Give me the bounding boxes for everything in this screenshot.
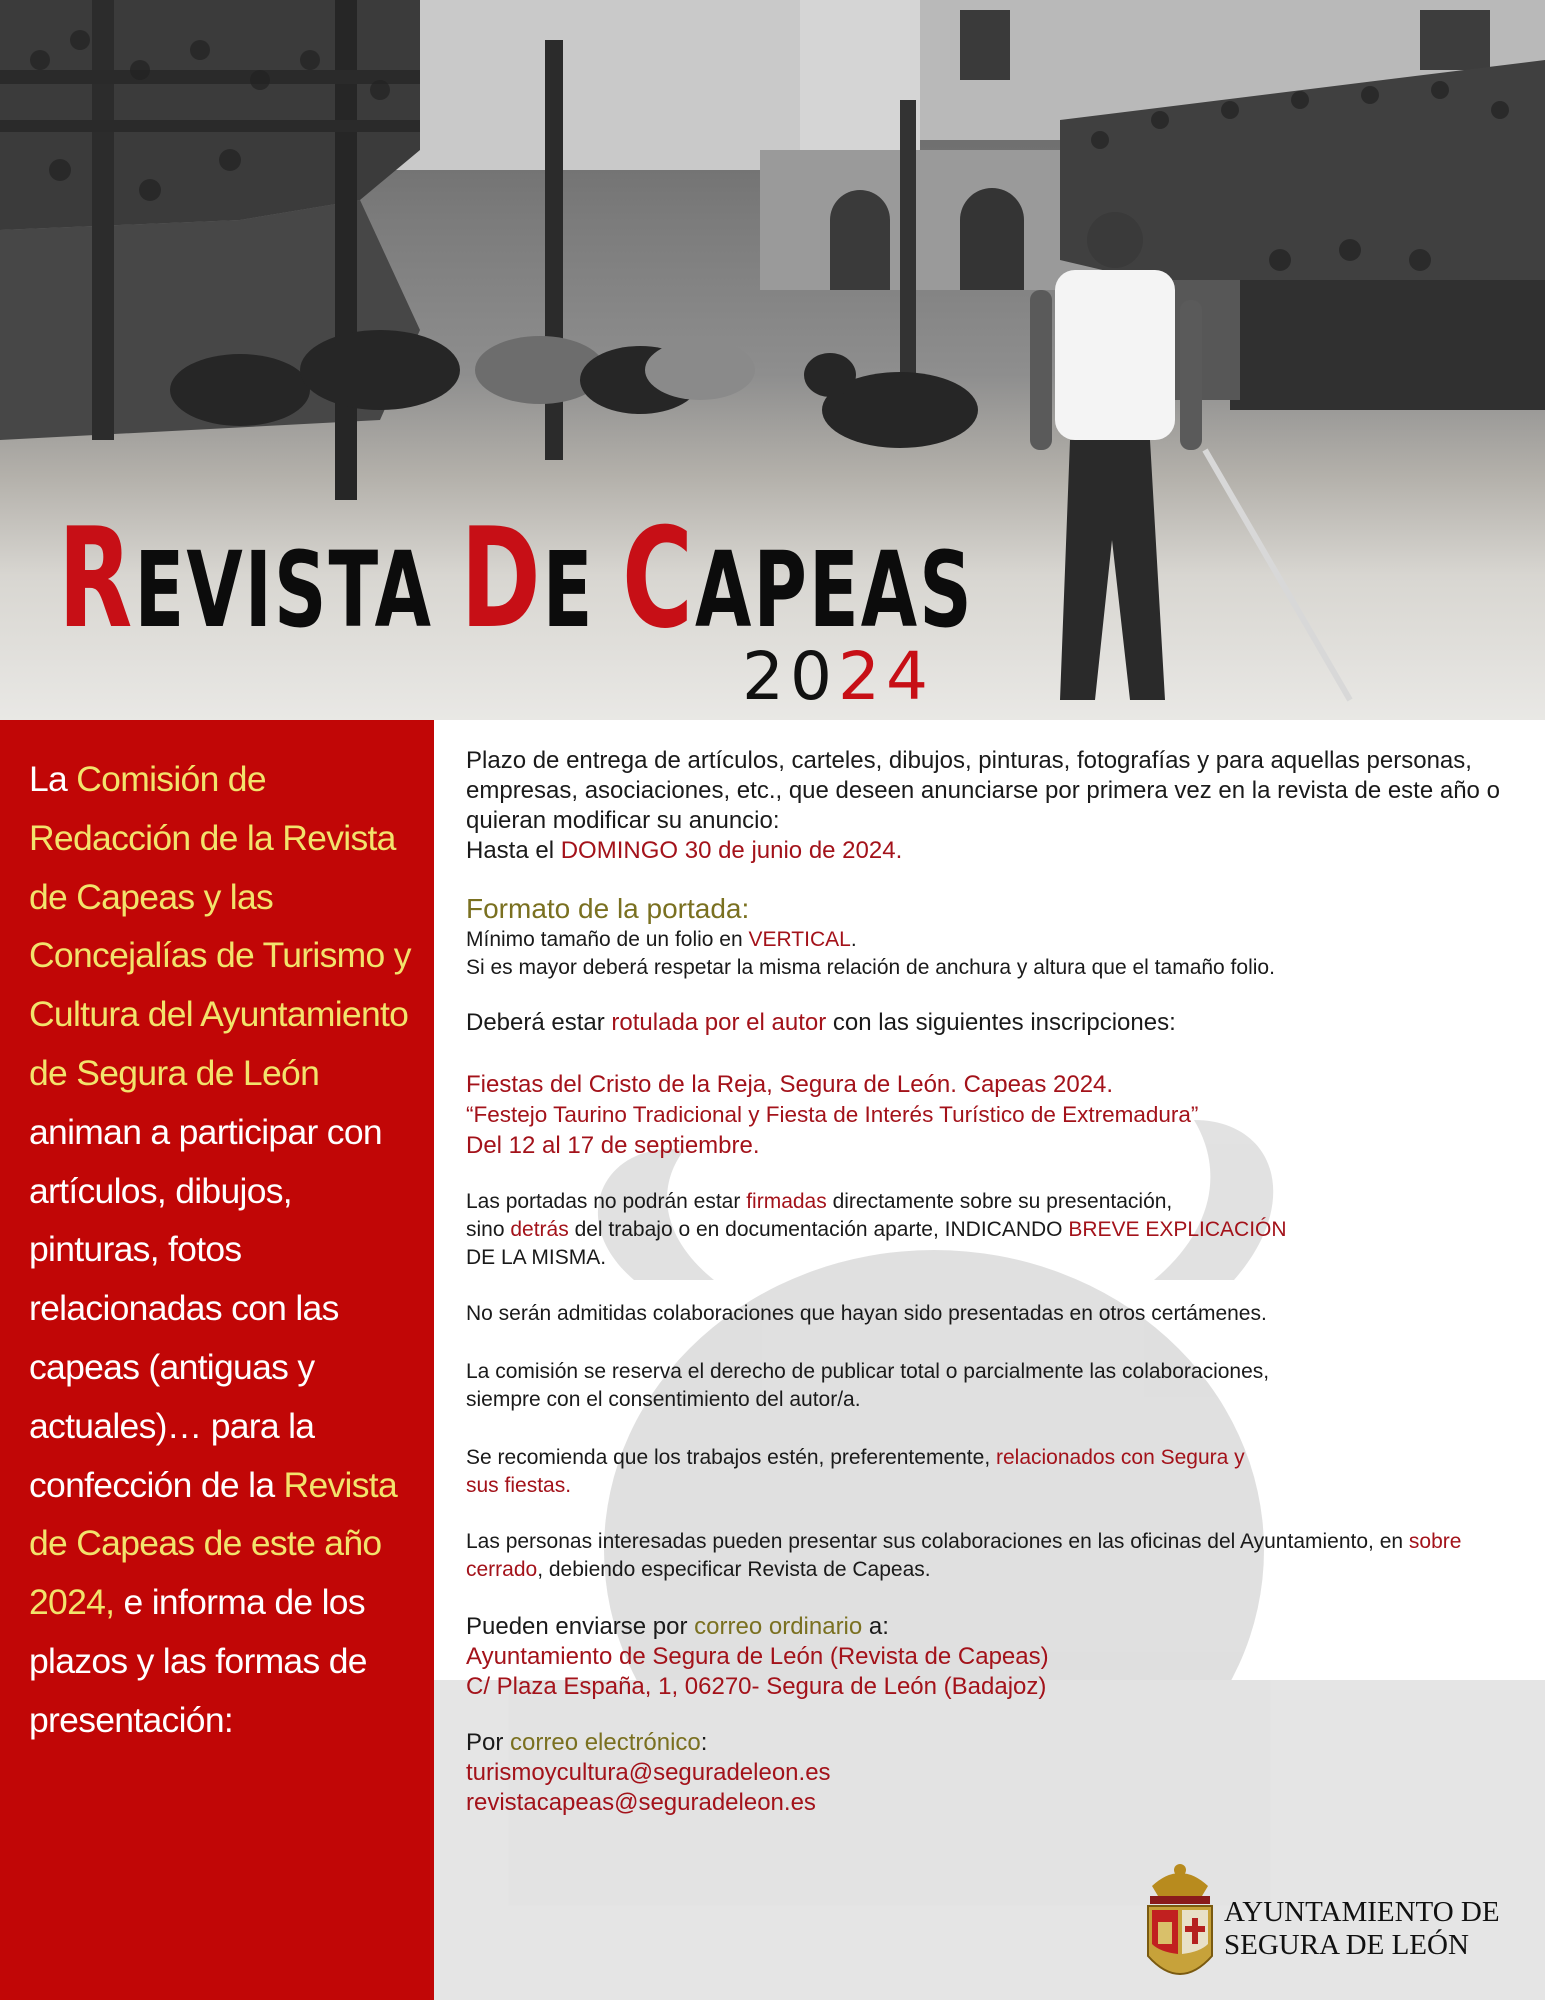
- ayuntamiento-logo: [1140, 1856, 1540, 1996]
- deadline-text: Plazo de entrega de artículos, carteles, dibujos, pinturas, fotografías y para aquellas personas, empresas, asociaciones, etc., que deseen anunciarse por primera vez en la revista de este año o quieran modificar su anuncio: Hasta el DOMINGO 30 de junio de 2024.: [466, 747, 1500, 864]
- email-heading: Por correo electrónico:: [466, 1729, 708, 1756]
- postal-address-line-1: Ayuntamiento de Segura de León (Revista de Capeas): [466, 1643, 1049, 1670]
- inscription-line-2: “Festejo Taurino Tradicional y Fiesta de Interés Turístico de Extremadura”: [466, 1102, 1199, 1127]
- inscription-line-3: Del 12 al 17 de septiembre.: [466, 1132, 760, 1159]
- postal-mail-heading: Pueden enviarse por correo ordinario a:: [466, 1613, 889, 1640]
- format-size-text: Mínimo tamaño de un folio en VERTICAL. Si es mayor deberá respetar la misma relación de anchura y altura que el tamaño folio.: [466, 928, 1275, 979]
- lettering-text: Deberá estar rotulada por el autor con las siguientes inscripciones:: [466, 1009, 1176, 1036]
- not-admitted-text: No serán admitidas colaboraciones que hayan sido presentadas en otros certámenes.: [466, 1302, 1267, 1325]
- magazine-year: 2024: [742, 638, 934, 715]
- coat-of-arms-icon: [1140, 1856, 1220, 1996]
- inscription-line-1: Fiestas del Cristo de la Reja, Segura de León. Capeas 2024.: [466, 1071, 1114, 1098]
- intro-text: La Comisión de Redacción de la Revista de Capeas y las Concejalías de Turismo y Cultura del Ayuntamiento de Segura de León animan a participar con artículos, dibujos, pinturas, fotos relacionadas con las capeas (antiguas y actuales)… para la confección de la Revista de Capeas de este año 2024, e informa de los plazos y las formas de presentación:: [29, 759, 411, 1740]
- intro-panel: [0, 720, 434, 2000]
- rules-panel: [434, 720, 1545, 2000]
- email-link-magazine[interactable]: revistacapeas@seguradeleon.es: [466, 1789, 816, 1816]
- signature-text: Las portadas no podrán estar firmadas directamente sobre su presentación, sino detrás del trabajo o en documentación aparte, INDICANDO BREVE EXPLICACIÓN DE LA MISMA.: [466, 1190, 1287, 1269]
- magazine-title: REVISTA DE CAPEAS: [58, 498, 974, 659]
- rules-content: [466, 746, 1532, 1818]
- hero-photo: [0, 0, 1545, 720]
- recommend-text: Se recomienda que los trabajos estén, preferentemente, relacionados con Segura y sus fiestas.: [466, 1446, 1245, 1497]
- reserve-text: La comisión se reserva el derecho de publicar total o parcialmente las colaboraciones, siempre con el consentimiento del autor/a.: [466, 1360, 1270, 1411]
- postal-address-line-2: C/ Plaza España, 1, 06270- Segura de León (Badajoz): [466, 1673, 1047, 1700]
- format-heading: Formato de la portada:: [466, 893, 750, 924]
- logo-name: AYUNTAMIENTO DE SEGURA DE LEÓN: [1224, 1896, 1500, 1961]
- email-link-tourism[interactable]: turismoycultura@seguradeleon.es: [466, 1759, 831, 1786]
- submit-text: Las personas interesadas pueden presentar sus colaboraciones en las oficinas del Ayuntamiento, en sobre cerrado, debiendo especificar Revista de Capeas.: [466, 1530, 1462, 1581]
